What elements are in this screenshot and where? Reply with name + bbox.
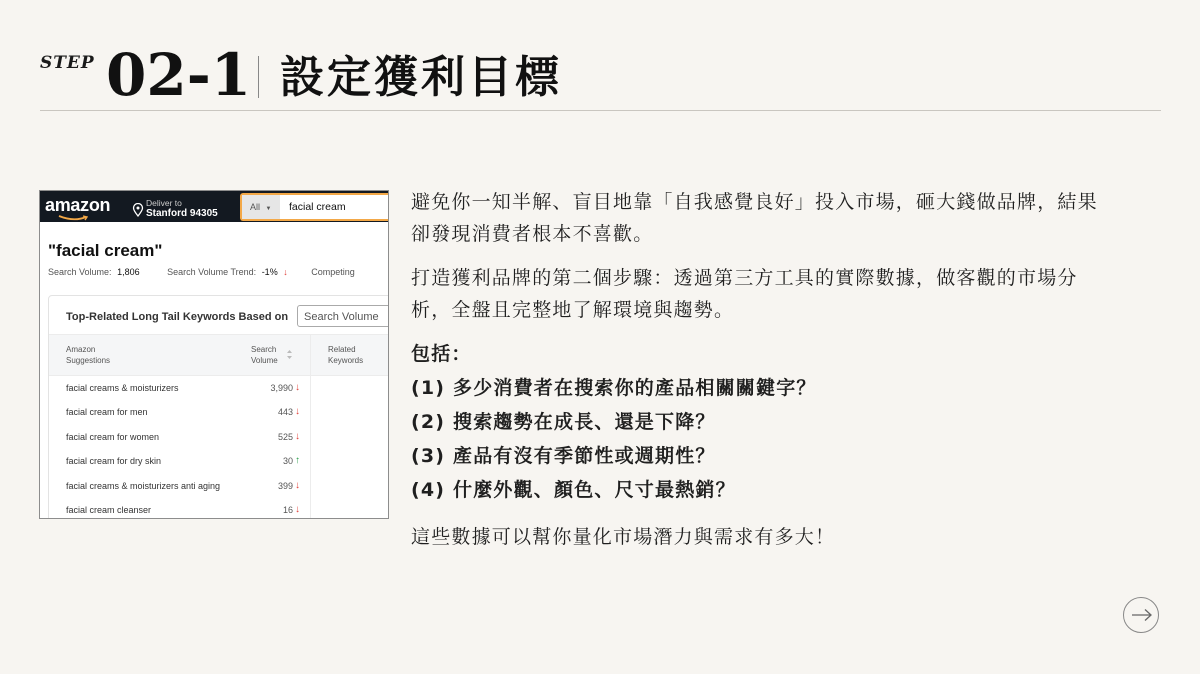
search-stats <box>48 267 358 277</box>
search-volume-label: Search Volume: <box>48 267 112 277</box>
title-separator <box>258 56 259 98</box>
keyword-cell: facial cream cleanser <box>66 504 152 515</box>
arrow-up-icon: ↑ <box>295 455 300 467</box>
search-input[interactable]: facial cream <box>289 201 346 213</box>
amazon-smile-icon <box>58 215 90 221</box>
volume-cell: 443 <box>277 407 293 418</box>
column-header-line: Search <box>251 345 277 354</box>
intro-line: 卻發現消費者根本不喜歡。 <box>411 223 654 245</box>
location-pin-icon <box>132 203 144 217</box>
amazon-search-bar[interactable] <box>240 193 389 221</box>
step-number: 02-1 <box>106 41 252 109</box>
page-title: 設定獲利目標 <box>280 52 562 103</box>
column-header-suggestions[interactable] <box>66 344 110 366</box>
volume-cell: 525 <box>277 431 293 442</box>
list-heading: 包括： <box>411 343 472 365</box>
volume-cell: 399 <box>277 480 293 491</box>
query-heading: "facial cream" <box>48 241 163 260</box>
keywords-card <box>48 295 389 519</box>
arrow-down-icon: ↓ <box>295 382 300 393</box>
keyword-cell: facial creams & moisturizers <box>66 383 179 393</box>
column-header-volume[interactable] <box>251 344 278 366</box>
step-label: STEP <box>40 53 95 73</box>
keyword-table-body <box>49 376 311 519</box>
list-item: (1) 多少消費者在搜索你的產品相關關鍵字？ <box>411 377 817 399</box>
amazon-navbar <box>40 191 389 222</box>
chevron-down-icon: ▼ <box>265 206 272 212</box>
search-category-dropdown[interactable] <box>242 195 280 219</box>
arrow-down-icon: ↓ <box>295 503 300 515</box>
arrow-right-icon <box>1131 608 1153 622</box>
column-header-related[interactable] <box>328 344 363 366</box>
table-row[interactable] <box>49 376 311 400</box>
arrow-down-icon: ↓ <box>295 406 300 418</box>
keyword-cell: facial cream for women <box>66 431 160 442</box>
volume-cell: 3,990 <box>270 383 293 393</box>
volume-cell: 30 <box>282 456 293 467</box>
step-line: 析，全盤且完整地了解環境與趨勢。 <box>411 299 735 321</box>
amazon-screenshot <box>39 190 389 519</box>
search-volume-value: 1,806 <box>117 267 140 277</box>
header-divider <box>40 110 1161 111</box>
arrow-down-icon: ↓ <box>295 430 300 442</box>
table-row[interactable] <box>49 474 311 498</box>
question-list <box>411 337 817 507</box>
next-slide-button[interactable] <box>1123 597 1159 633</box>
list-item: (4) 什麼外觀、顏色、尺寸最熱銷？ <box>411 479 736 501</box>
intro-paragraph <box>411 186 1098 250</box>
column-header-line: Volume <box>251 356 278 365</box>
trend-value: -1% <box>261 267 278 277</box>
keyword-cell: facial cream for dry skin <box>66 456 162 467</box>
column-header-line: Suggestions <box>66 356 111 365</box>
card-title: Top-Related Long Tail Keywords Based on <box>66 311 289 323</box>
deliver-to-label: Deliver to <box>146 198 182 208</box>
column-header-line: Keywords <box>328 356 364 365</box>
table-header <box>49 334 389 376</box>
list-item: (2) 搜索趨勢在成長、還是下降？ <box>411 411 716 433</box>
search-category-label: All <box>250 202 261 212</box>
trend-label: Search Volume Trend: <box>167 267 257 277</box>
arrow-down-icon: ↓ <box>283 267 288 277</box>
closing-paragraph: 這些數據可以幫你量化市場潛力與需求有多大！ <box>411 526 836 548</box>
volume-cell: 16 <box>282 504 293 515</box>
column-header-line: Related <box>328 345 356 354</box>
table-row[interactable] <box>49 449 311 473</box>
step-paragraph <box>411 262 1078 326</box>
step-line: 打造獲利品牌的第二個步驟：透過第三方工具的實際數據，做客觀的市場分 <box>411 267 1078 289</box>
arrow-down-icon: ↓ <box>295 479 300 491</box>
table-row[interactable] <box>49 400 311 424</box>
sort-icon[interactable] <box>286 349 293 360</box>
keyword-cell: facial cream for men <box>66 407 148 418</box>
deliver-location[interactable]: Stanford 94305 <box>146 208 218 219</box>
intro-line: 避免你一知半解、盲目地靠「自我感覺良好」投入市場，砸大錢做品牌，結果 <box>411 191 1098 213</box>
column-header-line: Amazon <box>66 345 96 354</box>
keyword-cell: facial creams & moisturizers anti aging <box>66 480 221 491</box>
list-item: (3) 產品有沒有季節性或週期性？ <box>411 445 716 467</box>
card-search-dropdown[interactable]: Search Volume <box>297 305 389 327</box>
amazon-logo: amazon <box>45 195 111 215</box>
table-row[interactable] <box>49 498 311 519</box>
table-row[interactable] <box>49 425 311 449</box>
competing-label: Competing <box>311 267 355 277</box>
